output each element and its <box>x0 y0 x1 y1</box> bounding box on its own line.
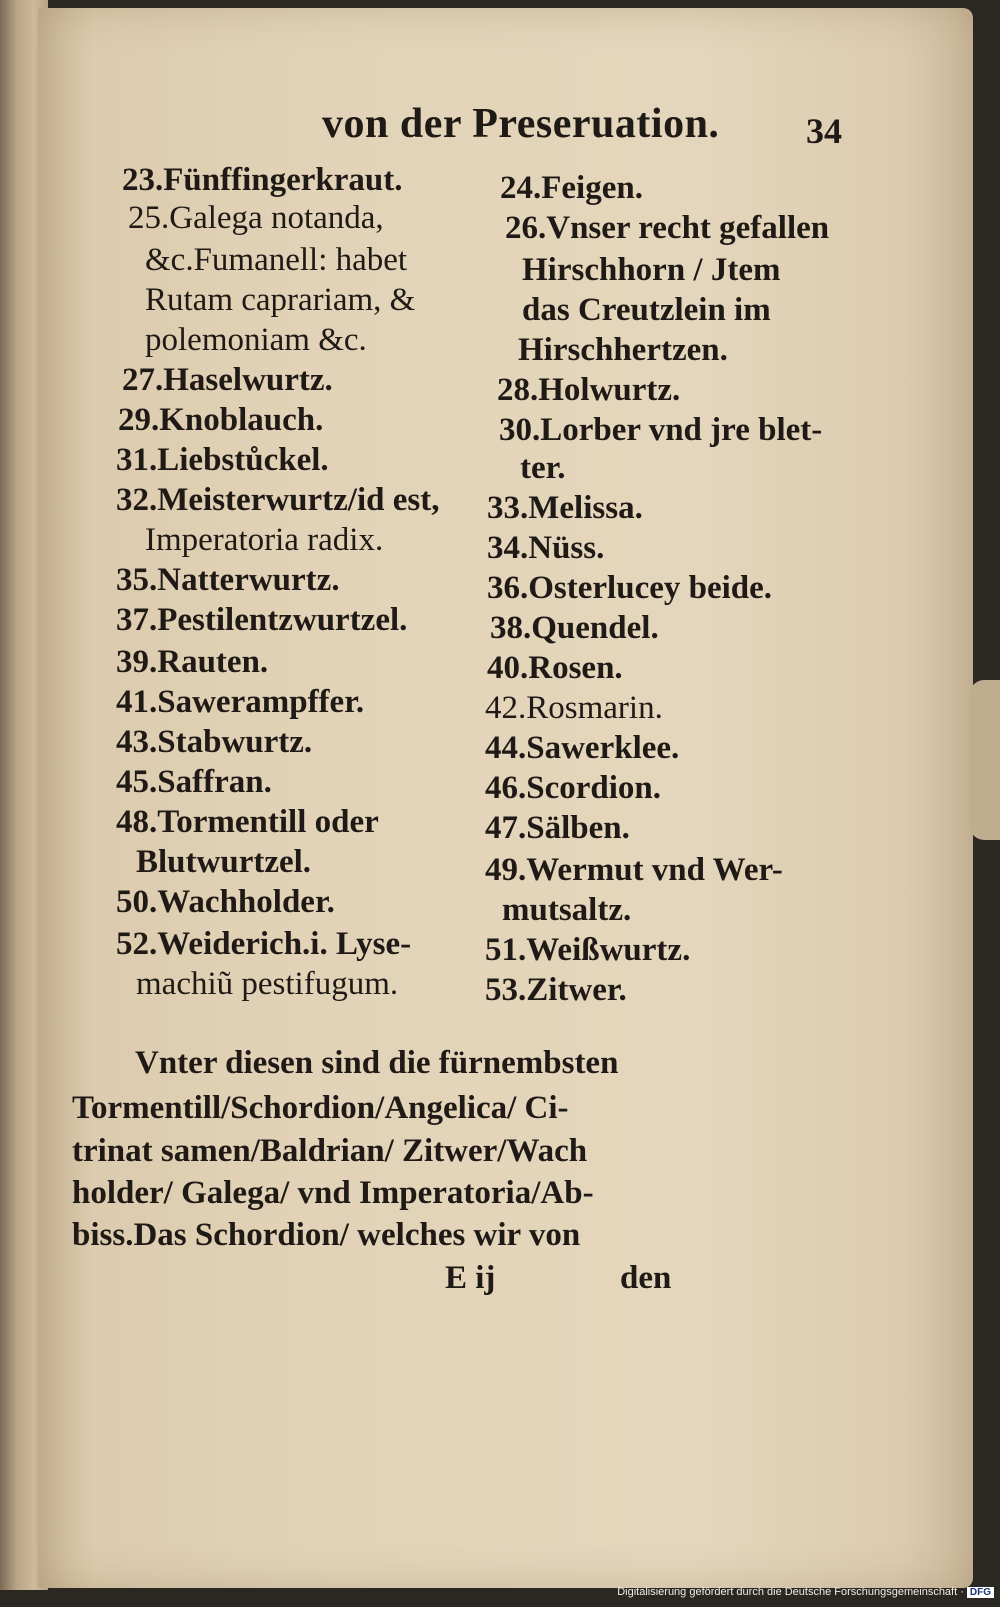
paragraph-line: holder/ Galega/ vnd Imperatoria/Ab- <box>72 1175 594 1211</box>
list-item: 24.Feigen. <box>500 170 643 206</box>
list-item: 26.Vnser recht gefallen <box>505 210 830 246</box>
list-item: &c.Fumanell: habet <box>145 242 408 278</box>
list-item: 33.Melissa. <box>487 490 643 526</box>
list-item: 48.Tormentill oder <box>116 804 379 840</box>
list-item: 45.Saffran. <box>116 764 272 800</box>
list-item: ter. <box>520 450 566 486</box>
paragraph-line: trinat samen/Baldrian/ Zitwer/Wach <box>72 1133 588 1169</box>
page-number: 34 <box>806 111 842 151</box>
list-item: 32.Meisterwurtz/id est, <box>116 482 440 518</box>
list-item: polemoniam &c. <box>145 322 367 358</box>
list-item: Rutam caprariam, & <box>145 282 416 318</box>
list-item: 27.Haselwurtz. <box>122 362 333 398</box>
list-item: 23.Fünffingerkraut. <box>122 162 403 198</box>
list-item: 34.Nüss. <box>487 530 605 566</box>
list-item: 41.Sawerampffer. <box>116 684 365 720</box>
list-item: 50.Wachholder. <box>116 884 335 920</box>
list-item: 29.Knoblauch. <box>118 402 324 438</box>
list-item: machiũ pestifugum. <box>136 966 399 1002</box>
paragraph-line: Tormentill/Schordion/Angelica/ Ci- <box>72 1090 569 1126</box>
list-item: 25.Galega notanda, <box>128 200 384 236</box>
list-item: 36.Osterlucey beide. <box>487 570 773 606</box>
digitization-credit <box>617 1586 994 1598</box>
list-item: 49.Wermut vnd Wer- <box>485 852 783 888</box>
list-item: 47.Sälben. <box>485 810 630 846</box>
list-item: Hirschhorn / Jtem <box>522 252 781 288</box>
list-item: 28.Holwurtz. <box>497 372 681 408</box>
list-item: Blutwurtzel. <box>136 844 312 880</box>
catchword: den <box>620 1260 672 1296</box>
paragraph-line: biss.Das Schordion/ welches wir von <box>72 1217 581 1253</box>
list-item: 42.Rosmarin. <box>485 690 663 726</box>
list-item: das Creutzlein im <box>522 292 771 328</box>
dfg-logo: DFG <box>967 1587 994 1598</box>
list-item: 46.Scordion. <box>485 770 662 806</box>
list-item: 30.Lorber vnd jre blet- <box>499 412 823 448</box>
list-item: 31.Liebstůckel. <box>116 442 329 478</box>
list-item: mutsaltz. <box>502 892 632 928</box>
list-item: 35.Natterwurtz. <box>116 562 340 598</box>
list-item: 52.Weiderich.i. Lyse- <box>116 926 412 962</box>
list-item: 40.Rosen. <box>487 650 623 686</box>
next-page-edge <box>970 680 1000 840</box>
running-head: von der Preseruation. <box>322 101 720 147</box>
list-item: Hirschhertzen. <box>518 332 728 368</box>
paragraph-line: Vnter diesen sind die fürnembsten <box>135 1045 619 1081</box>
list-item: 44.Sawerklee. <box>485 730 680 766</box>
list-item: Imperatoria radix. <box>145 522 384 558</box>
credit-text: Digitalisierung gefördert durch die Deutsche Forschungsgemeinschaft · <box>617 1586 964 1598</box>
list-item: 51.Weißwurtz. <box>485 932 691 968</box>
list-item: 53.Zitwer. <box>485 972 627 1008</box>
signature-mark: E ij <box>445 1260 496 1296</box>
list-item: 38.Quendel. <box>490 610 659 646</box>
list-item: 37.Pestilentzwurtzel. <box>116 602 408 638</box>
list-item: 39.Rauten. <box>116 644 269 680</box>
list-item: 43.Stabwurtz. <box>116 724 313 760</box>
